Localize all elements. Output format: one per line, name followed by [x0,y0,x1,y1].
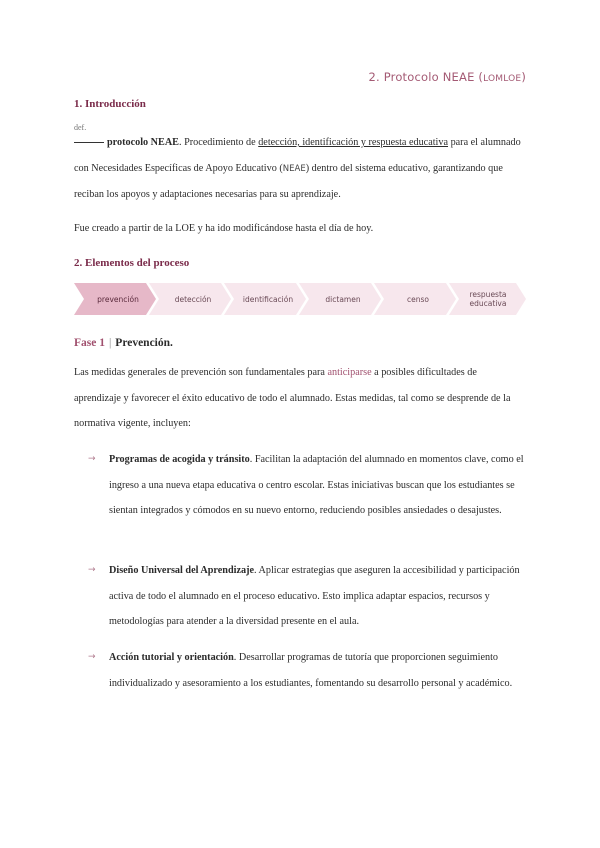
section-heading-process: 2. Elementos del proceso [74,257,190,269]
list-item-accion-tutorial [88,645,528,696]
phase-name: Prevención. [115,337,173,349]
arrow-icon: → [88,454,96,464]
definition-paragraph [74,130,526,208]
phase-text-after: a posibles dificultades de aprendizaje y favorecer el éxito educativo de todo el alumnado. Estas medidas, tal como se desprende de la normativa vigente, incluyen: [74,367,511,429]
list-item-diseno-universal [88,558,528,635]
definition-underlined: detección, identificación y respuesta educativa [258,137,449,148]
step-censo: censo [407,294,429,304]
phase-text-before: Las medidas generales de prevención son fundamentales para [74,367,328,378]
definition-acronym: NEAE [282,163,306,174]
phase-paragraph [74,360,526,437]
definition-text-3: ) dentro del sistema educativo, garantizando que reciban los apoyos y adaptaciones necesarias para su aprendizaje. [74,162,503,200]
step-respuesta-educativa: respuesta educativa [469,290,507,308]
step-identificacion: identificación [242,294,294,304]
document-title-law: LOMLOE [483,74,522,84]
definition-text-1: . Procedimiento de [178,137,259,148]
document-title-main: 2. Protocolo NEAE ( [368,70,484,84]
list-item-title: Acción tutorial y orientación [109,652,234,663]
list-item-title: Diseño Universal del Aprendizaje [109,565,254,576]
document-title [368,70,526,84]
list-item-text: . Desarrollar programas de tutoría que proporcionen seguimiento individualizado y asesoramiento a los estudiantes, fomentando su desarrollo personal y académico. [109,652,513,689]
phase-separator: | [108,337,112,349]
list-item-title: Programas de acogida y tránsito [109,454,250,465]
definition-text-2: para el alumnado con Necesidades Específicas de Apoyo Educativo ( [74,137,521,174]
process-steps [74,283,526,315]
document-title-close: ) [521,70,526,84]
list-item-text: . Facilitan la adaptación del alumnado en momentos clave, como el ingreso a una nueva etapa educativa o centro escolar. Estas iniciativas buscan que los estudiantes se sientan integrados y cómodos en su nuevo entorno, reduciendo posibles ansiedades o desajustes. [109,454,524,516]
arrow-icon: → [88,652,96,662]
definition-term: protocolo NEAE [107,137,179,148]
definition-tag: def. [74,123,87,132]
phase-highlight: anticiparse [327,367,372,378]
section-heading-introduction: 1. Introducción [74,98,146,110]
list-item-acogida [88,447,528,524]
phase-number: Fase 1 [74,337,105,349]
arrow-icon: → [88,565,96,575]
intro-paragraph-2: Fue creado a partir de la LOE y ha ido modificándose hasta el día de hoy. [74,223,374,234]
phase-heading [74,337,173,349]
list-item-text: . Aplicar estrategias que aseguren la accesibilidad y participación activa de todo el alumnado en el proceso educativo. Esto implica adaptar espacios, recursos y metodologías para atender a la diversidad presente en el aula. [109,565,520,627]
step-prevencion: prevención [97,294,139,304]
step-deteccion: detección [174,294,212,304]
step-dictamen: dictamen [325,294,361,304]
definition-dash [74,142,104,143]
